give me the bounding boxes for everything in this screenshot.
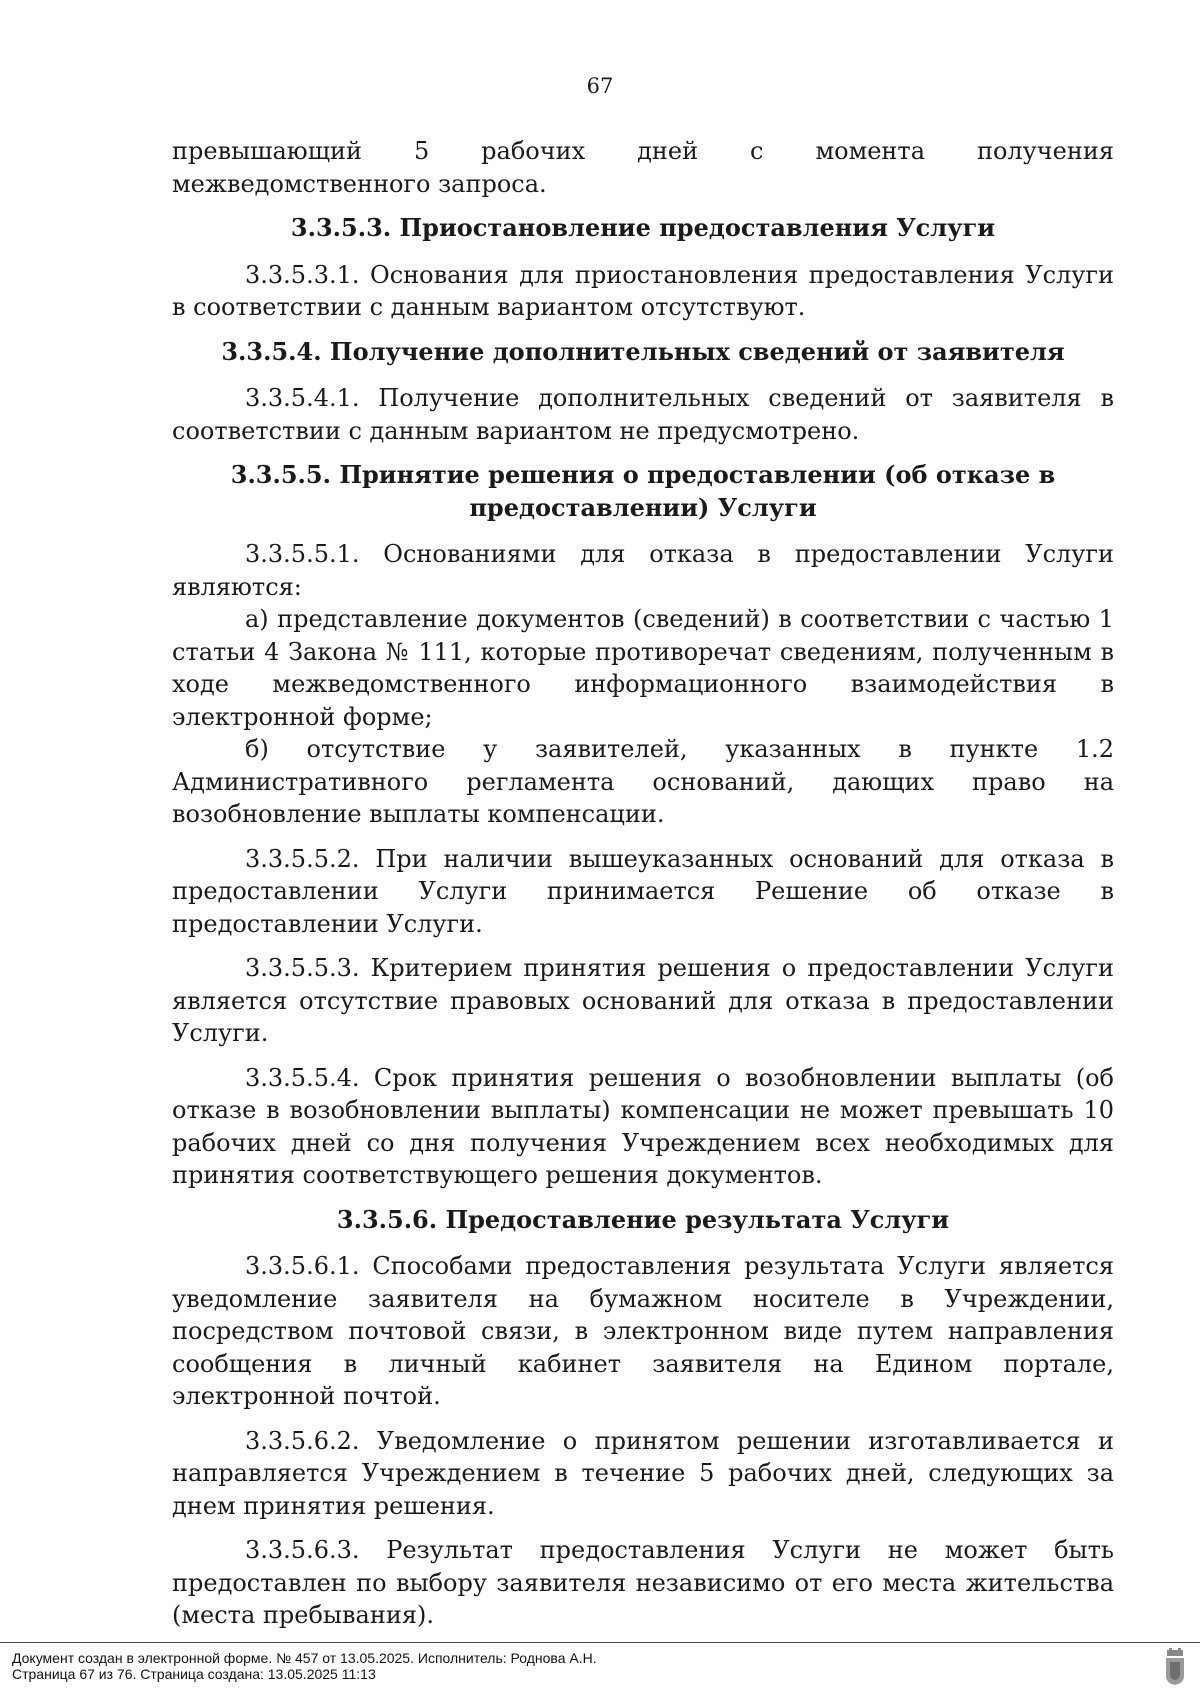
section-heading-3-3-5-4: 3.3.5.4. Получение дополнительных сведений от заявителя [221,336,1065,366]
paragraph-3-3-5-3-1: 3.3.5.3.1. Основания для приостановления предоставления Услуги в соответствии с данным вариантом отсутствуют. [172,260,1114,321]
paragraph-3-3-5-6-2: 3.3.5.6.2. Уведомление о принятом решении изготавливается и направляется Учреждением в течение 5 рабочих дней, следующих за днем принятия решения. [172,1426,1114,1520]
paragraph-3-3-5-4-1: 3.3.5.4.1. Получение дополнительных сведений от заявителя в соответствии с данным вариантом не предусмотрено. [172,384,1114,445]
section-heading-3-3-5-5 [172,459,1114,524]
document-body [172,135,1114,1632]
section-heading-3-3-5-3: 3.3.5.3. Приостановление предоставления Услуги [290,213,996,242]
footer-text [12,1650,597,1682]
document-footer [0,1642,1200,1643]
paragraph-3-3-5-5-1: 3.3.5.5.1. Основаниями для отказа в предоставлении Услуги являются: [172,540,1114,601]
paragraph-continuation: превышающий 5 рабочих дней с момента получения межведомственного запроса. [172,137,1114,198]
list-item-b: б) отсутствие у заявителей, указанных в пункте 1.2 Административного регламента оснований, дающих право на возобновление выплаты компенсации. [172,735,1114,828]
footer-line-2: Страница 67 из 76. Страница создана: 13.05.2025 11:13 [12,1666,376,1682]
footer-line-1: Документ создан в электронной форме. № 457 от 13.05.2025. Исполнитель: Роднова А.Н. [12,1650,597,1666]
section-heading-3-3-5-5-line2: предоставлении) Услуги [469,492,817,522]
paragraph-3-3-5-6-1: 3.3.5.6.1. Способами предоставления результата Услуги является уведомление заявителя на бумажном носителе в Учреждении, посредством почтовой связи, в электронном виде путем направления сообщения в личный кабинет заявителя на Едином портале, электронной почтой. [172,1252,1114,1410]
paragraph-3-3-5-6-3: 3.3.5.6.3. Результат предоставления Услуги не может быть предоставлен по выбору заявителя независимо от его места жительства (места пребывания). [172,1536,1114,1629]
paragraph-3-3-5-5-3: 3.3.5.5.3. Критерием принятия решения о предоставлении Услуги является отсутствие правовых оснований для отказа в предоставлении Услуги. [172,954,1114,1047]
list-item-a: а) представление документов (сведений) в соответствии с частью 1 статьи 4 Закона № 111, которые противоречат сведениям, полученным в ходе межведомственного информационного взаимодействия в электронной форме; [172,605,1114,731]
page-number: 67 [586,74,614,98]
coat-of-arms-icon [1164,1648,1186,1686]
paragraph-3-3-5-5-2: 3.3.5.5.2. При наличии вышеуказанных оснований для отказа в предоставлении Услуги принимается Решение об отказе в предоставлении Услуги. [172,844,1114,938]
section-heading-3-3-5-6: 3.3.5.6. Предоставление результата Услуги [336,1204,950,1234]
section-heading-3-3-5-5-line1: 3.3.5.5. Принятие решения о предоставлении (об отказе в [230,460,1056,489]
paragraph-3-3-5-5-4: 3.3.5.5.4. Срок принятия решения о возобновлении выплаты (об отказе в возобновлении выплаты) компенсации не может превышать 10 рабочих дней со дня получения Учреждением всех необходимых для принятия соответствующего решения документов. [172,1063,1114,1189]
